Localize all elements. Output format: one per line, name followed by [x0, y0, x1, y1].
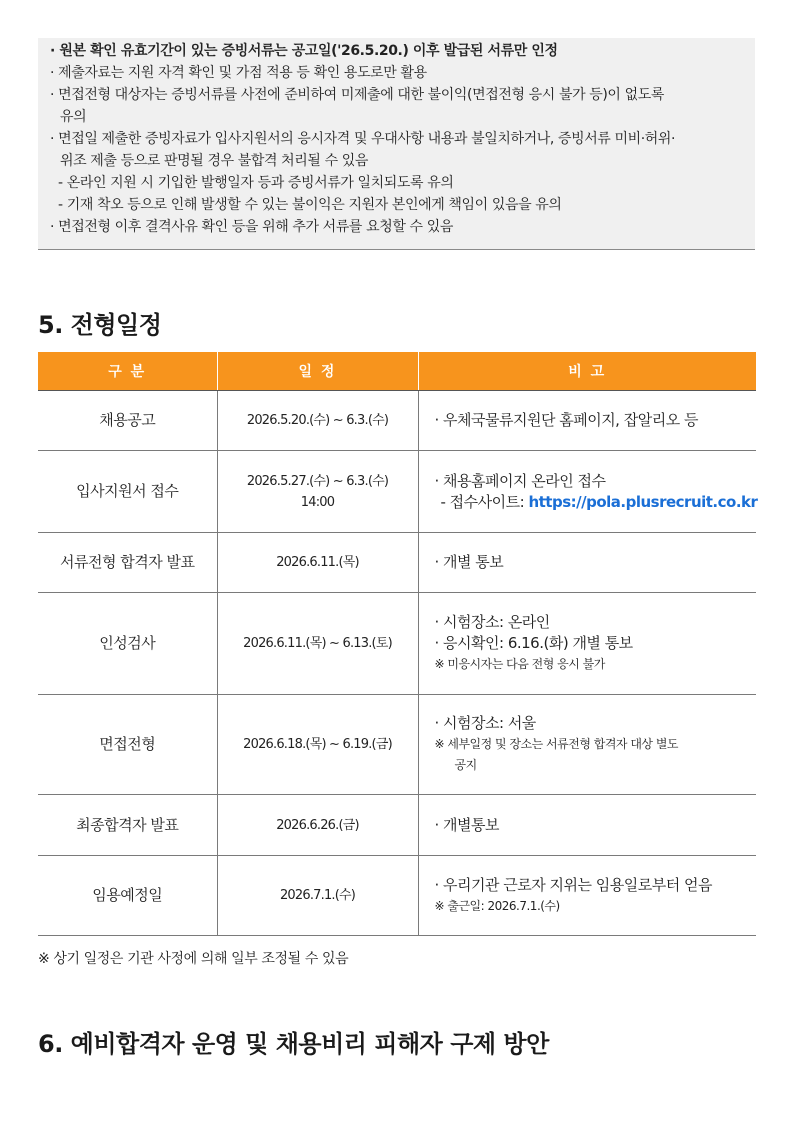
- schedule-table: [38, 352, 756, 936]
- note-line: · 개별 통보: [434, 553, 504, 571]
- section-5-title: 5. 전형일정: [38, 311, 162, 339]
- notice-line-mismatch-cont: 위조 제출 등으로 판명될 경우 불합격 처리될 수 있음: [60, 153, 369, 169]
- note-remark: ※ 세부일정 및 장소는 서류전형 합격자 대상 별도: [434, 737, 679, 751]
- note-cell: [418, 795, 756, 856]
- note-line: · 시험장소: 온라인: [434, 613, 550, 631]
- section-6-title: 6. 예비합격자 운영 및 채용비리 피해자 구제 방안: [38, 1030, 549, 1058]
- note-remark: ※ 출근일: 2026.7.1.(수): [434, 898, 560, 913]
- date-line: 2026.5.27.(수) ~ 6.3.(수): [246, 473, 389, 489]
- note-line: · 우체국물류지원단 홈페이지, 잡알리오 등: [434, 411, 698, 429]
- note-site-line: [435, 492, 758, 513]
- notice-line-usage: · 제출자료는 지원 자격 확인 및 가점 적용 등 확인 용도로만 활용: [50, 65, 427, 81]
- stage-cell: 면접전형: [38, 695, 217, 795]
- notice-subline-responsibility: - 기재 착오 등으로 인해 발생할 수 있는 불이익은 지원자 본인에게 책임이 있음을 유의: [58, 197, 562, 213]
- site-label: - 접수사이트:: [440, 492, 529, 511]
- notice-line-mismatch: · 면접일 제출한 증빙자료가 입사지원서의 응시자격 및 우대사항 내용과 불일치하거나, 증빙서류 미비·허위·: [50, 131, 676, 147]
- table-row: [38, 533, 756, 593]
- stage-cell: 서류전형 합격자 발표: [38, 533, 217, 593]
- date-cell: 2026.6.18.(목) ~ 6.19.(금): [217, 695, 418, 795]
- note-cell: [418, 695, 756, 795]
- date-time-line: 14:00: [300, 494, 335, 510]
- stage-cell: 채용공고: [38, 391, 217, 451]
- note-cell: [418, 593, 756, 695]
- notice-line-interview-prep-cont: 유의: [60, 109, 87, 125]
- note-line: · 우리기관 근로자 지위는 임용일로부터 얻음: [434, 875, 712, 894]
- notice-line-interview-prep: · 면접전형 대상자는 증빙서류를 사전에 준비하여 미제출에 대한 불이익(면접전형 응시 불가 등)이 없도록: [50, 87, 664, 103]
- date-cell: 2026.6.11.(목) ~ 6.13.(토): [217, 593, 418, 695]
- note-remark: ※ 미응시자는 다음 전형 응시 불가: [434, 657, 605, 671]
- schedule-header-row: [38, 352, 756, 391]
- apply-site-link[interactable]: https://pola.plusrecruit.co.kr: [528, 492, 758, 511]
- date-cell: 2026.6.11.(목): [217, 533, 418, 593]
- note-cell: [418, 856, 756, 936]
- date-cell: 2026.6.26.(금): [217, 795, 418, 856]
- note-cell: [418, 451, 756, 533]
- notice-line-additional-docs: · 면접전형 이후 결격사유 확인 등을 위해 추가 서류를 요청할 수 있음: [50, 219, 453, 235]
- header-date: 일 정: [217, 352, 418, 391]
- header-note: 비 고: [418, 352, 756, 391]
- stage-cell: 최종합격자 발표: [38, 795, 217, 856]
- note-remark-cont: 공지: [454, 758, 477, 772]
- table-row: [38, 391, 756, 451]
- stage-cell: 입사지원서 접수: [38, 451, 217, 533]
- notice-line-original-doc: · 원본 확인 유효기간이 있는 증빙서류는 공고일('26.5.20.) 이후 발급된 서류만 인정: [50, 43, 558, 59]
- note-line: · 응시확인: 6.16.(화) 개별 통보: [434, 634, 633, 652]
- date-cell: [217, 451, 418, 533]
- table-row: [38, 795, 756, 856]
- date-cell: 2026.5.20.(수) ~ 6.3.(수): [217, 391, 418, 451]
- date-cell: 2026.7.1.(수): [217, 856, 418, 936]
- note-line: · 시험장소: 서울: [434, 714, 536, 732]
- header-stage: 구 분: [38, 352, 217, 391]
- table-row: [38, 593, 756, 695]
- note-cell: [418, 391, 756, 451]
- table-row: [38, 451, 756, 533]
- table-row: [38, 695, 756, 795]
- note-cell: [418, 533, 756, 593]
- stage-cell: 임용예정일: [38, 856, 217, 936]
- table-row: [38, 856, 756, 936]
- notice-subline-date-match: - 온라인 지원 시 기입한 발행일자 등과 증빙서류가 일치되도록 유의: [58, 175, 454, 191]
- stage-cell: 인성검사: [38, 593, 217, 695]
- note-line: · 채용홈페이지 온라인 접수: [434, 471, 606, 490]
- schedule-footnote: ※ 상기 일정은 기관 사정에 의해 일부 조정될 수 있음: [38, 951, 349, 967]
- note-line: · 개별통보: [434, 815, 499, 834]
- eligibility-notice-box: [38, 38, 755, 250]
